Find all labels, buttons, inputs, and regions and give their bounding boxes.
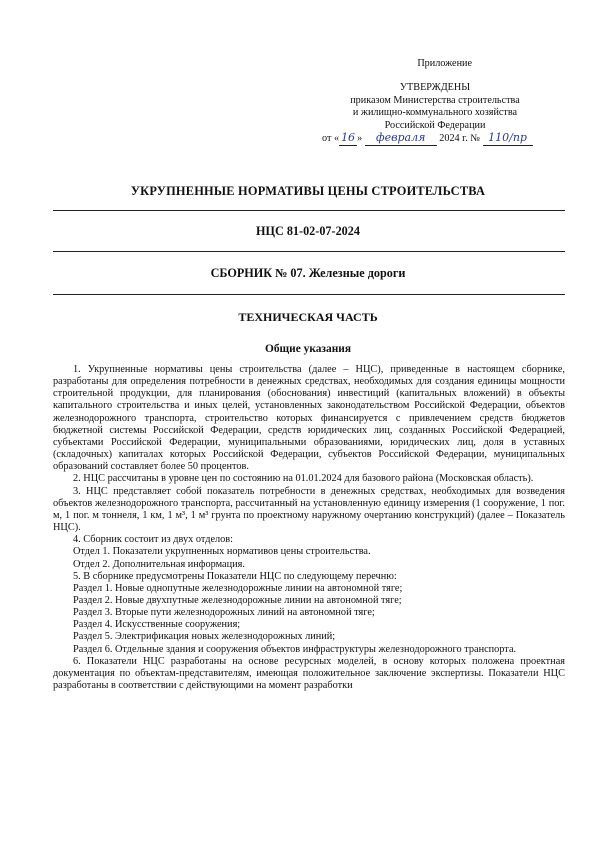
list-item-section-6: Раздел 6. Отдельные здания и сооружения объектов инфраструктуры железнодорожного транспорта. [73,643,517,655]
paragraph-3: 3. НЦС представляет собой показатель потребности в денежных средствах, необходимых для возведения объектов железнодорожного транспорта, рассчитанный на установленную единицу измерения (1 сооружение, 1 пог. м, 1 пог. м тоннеля, 1 км, 1 м³, 1 м³ грунта по проектному наружному очертанию конструкций) (далее – Показатель НЦС). [53,485,565,534]
list-item-section-4: Раздел 4. Искусственные сооружения; [73,619,241,631]
paragraph-5: 5. В сборнике предусмотрены Показатели НЦС по следующему перечню: [73,570,397,582]
approval-stamp-block [300,58,570,146]
date-year: 2024 г. № [439,133,481,145]
divider-3 [53,294,565,295]
section-heading: Общие указания [265,343,351,355]
list-item-section-3: Раздел 3. Вторые пути железнодорожных линий на автономной тяге; [73,607,375,619]
list-item-dept-1: Отдел 1. Показатели укрупненных нормативов цены строительства. [73,546,371,558]
date-quote: » [357,133,363,145]
part-heading: ТЕХНИЧЕСКАЯ ЧАСТЬ [238,310,378,324]
body-text [53,364,565,692]
approved-label: УТВЕРЖДЕНЫ [399,82,471,94]
order-number-handwritten: 110/пр [488,131,527,145]
appendix-label: Приложение [417,58,472,69]
approval-date-line [300,132,570,146]
approval-line-2: и жилищно-коммунального хозяйства [352,107,518,119]
list-item-section-2: Раздел 2. Новые двухпутные железнодорожные линии на автономной тяге; [73,594,402,606]
divider-2 [53,251,565,252]
approval-line-3: Российской Федерации [384,119,486,131]
divider-1 [53,210,565,211]
date-day-handwritten: 16 [341,131,356,145]
list-item-dept-2: Отдел 2. Дополнительная информация. [73,558,245,570]
approval-line-1: приказом Министерства строительства [350,94,520,106]
date-month-handwritten: февраля [375,131,426,145]
paragraph-4: 4. Сборник состоит из двух отделов: [73,534,234,546]
date-prefix: от « [322,133,340,145]
document-code: НЦС 81-02-07-2024 [256,224,360,238]
list-item-section-1: Раздел 1. Новые однопутные железнодорожные линии на автономной тяге; [73,582,403,594]
document-title: УКРУПНЕННЫЕ НОРМАТИВЫ ЦЕНЫ СТРОИТЕЛЬСТВА [130,184,486,198]
collection-title: СБОРНИК № 07. Железные дороги [210,266,406,280]
paragraph-6: 6. Показатели НЦС разработаны на основе ресурсных моделей, в основу которых положена проектная документация по объектам-представителям, имеющая положительное заключение экспертизы. Показатели НЦС разработаны в соответствии с действующими на момент разработки [53,655,565,692]
list-item-section-5: Раздел 5. Электрификация новых железнодорожных линий; [73,631,336,643]
paragraph-2: 2. НЦС рассчитаны в уровне цен по состоянию на 01.01.2024 для базового района (Московская область). [73,473,534,485]
paragraph-1: 1. Укрупненные нормативы цены строительства (далее – НЦС), приведенные в настоящем сборнике, разработаны для определения потребности в денежных средствах, необходимых для создания единицы мощности строительной продукции, для планирования (обоснования) инвестиций (капитальных вложений) в объекты капитального строительства и иных целей, установленных законодательством Российской Федерации, объектов железнодорожного транспорта, строительство которых финансируется с привлечением средств бюджетов бюджетной системы Российской Федерации, средств юридических лиц, созданных Российской Федерацией, субъектами Российской Федерации, муниципальными образованиями, юридических лиц, доля в уставных (складочных) капиталах которых Российской Федерации, субъектов Российской Федерации, муниципальных образований составляет более 50 процентов. [53,364,565,473]
